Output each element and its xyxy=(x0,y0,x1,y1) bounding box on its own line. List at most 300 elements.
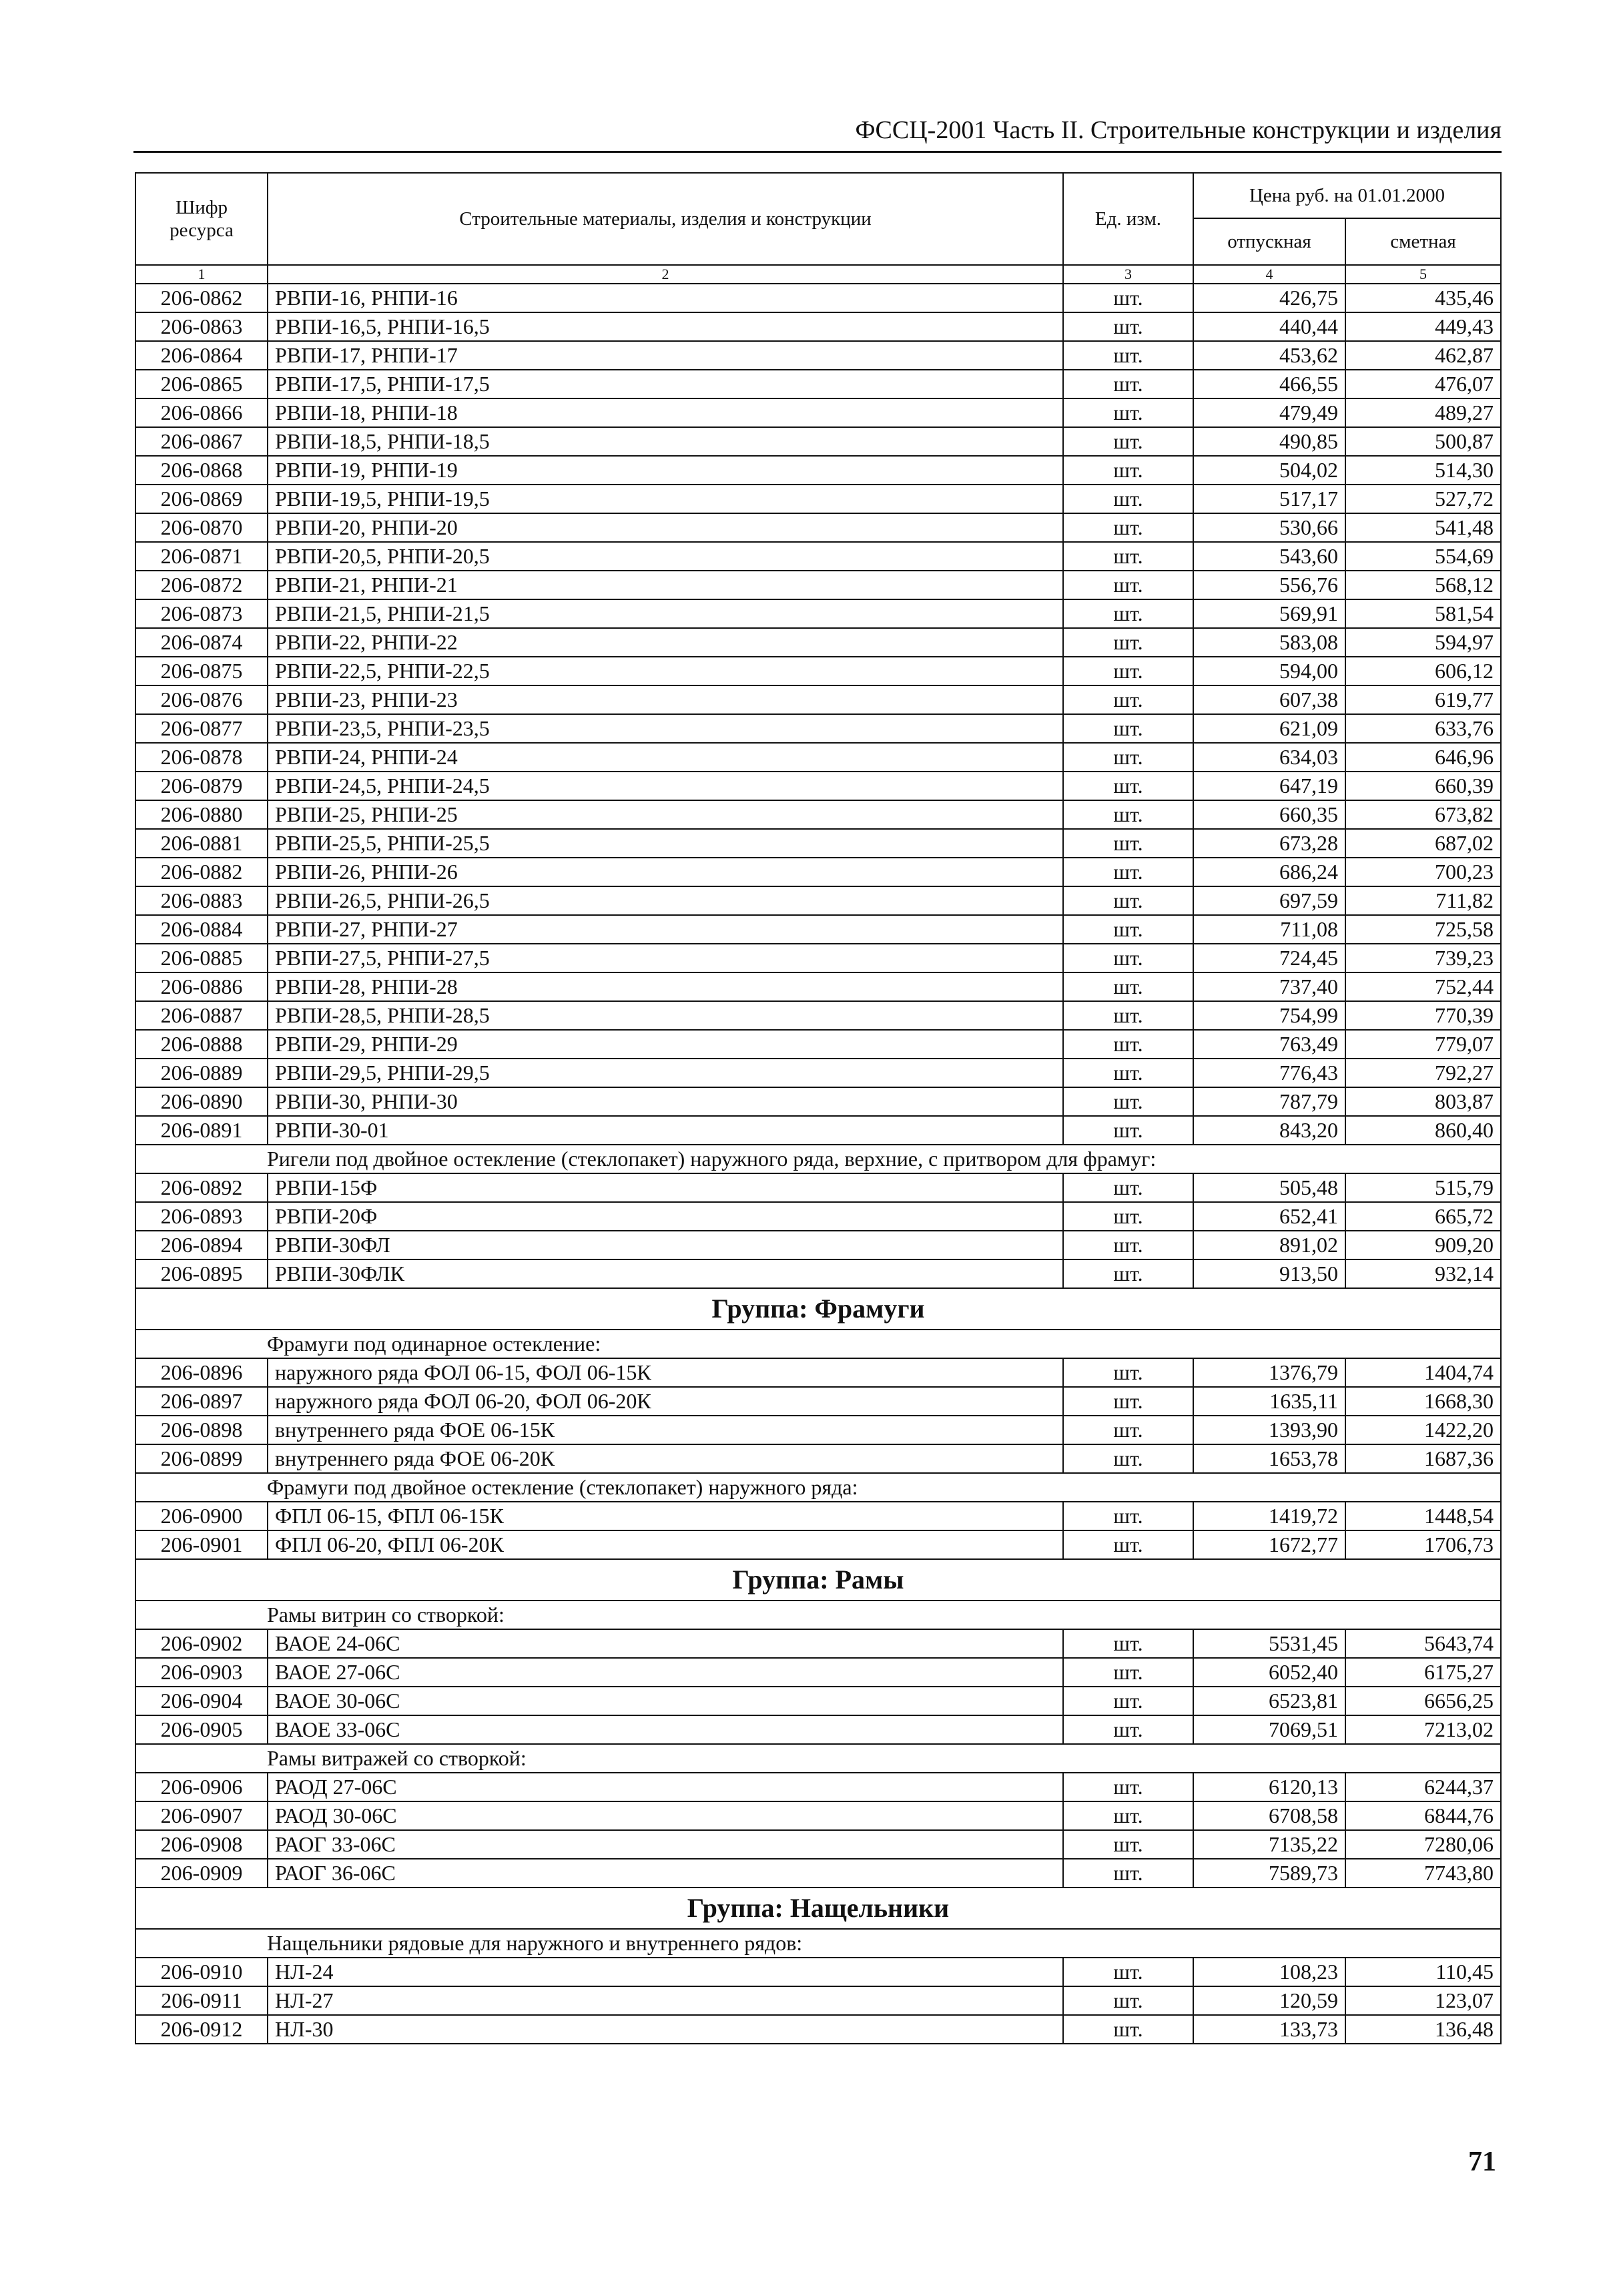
row-name: РВПИ-26, РНПИ-26 xyxy=(268,858,1063,886)
table-row xyxy=(135,2015,1501,2044)
row-price-release: 594,00 xyxy=(1193,657,1345,685)
row-name: РВПИ-29, РНПИ-29 xyxy=(268,1030,1063,1059)
page-number: 71 xyxy=(1468,2146,1496,2177)
table-row xyxy=(135,685,1501,714)
row-name: РВПИ-28,5, РНПИ-28,5 xyxy=(268,1001,1063,1030)
row-unit: шт. xyxy=(1063,1687,1193,1715)
row-unit: шт. xyxy=(1063,542,1193,571)
row-price-estimate: 660,39 xyxy=(1345,772,1501,800)
row-price-estimate: 1422,20 xyxy=(1345,1416,1501,1444)
row-code: 206-0897 xyxy=(135,1387,268,1416)
row-unit: шт. xyxy=(1063,1087,1193,1116)
row-price-release: 647,19 xyxy=(1193,772,1345,800)
row-price-estimate: 6844,76 xyxy=(1345,1801,1501,1830)
row-name: НЛ-27 xyxy=(268,1986,1063,2015)
row-name: РВПИ-15Ф xyxy=(268,1173,1063,1202)
row-price-estimate: 110,45 xyxy=(1345,1958,1501,1986)
table-row xyxy=(135,1416,1501,1444)
row-price-release: 754,99 xyxy=(1193,1001,1345,1030)
row-name: РВПИ-30-01 xyxy=(268,1116,1063,1145)
subsection-caption-row xyxy=(135,1744,1501,1773)
row-code: 206-0888 xyxy=(135,1030,268,1059)
row-name: РВПИ-20,5, РНПИ-20,5 xyxy=(268,542,1063,571)
row-price-release: 891,02 xyxy=(1193,1231,1345,1259)
subsection-caption-row xyxy=(135,1929,1501,1958)
row-name: РВПИ-19, РНПИ-19 xyxy=(268,456,1063,485)
table-row xyxy=(135,1830,1501,1859)
row-price-estimate: 6175,27 xyxy=(1345,1658,1501,1687)
table-row xyxy=(135,1358,1501,1387)
row-code: 206-0891 xyxy=(135,1116,268,1145)
row-code: 206-0869 xyxy=(135,485,268,513)
row-code: 206-0889 xyxy=(135,1059,268,1087)
row-price-estimate: 752,44 xyxy=(1345,972,1501,1001)
row-price-estimate: 6244,37 xyxy=(1345,1773,1501,1801)
table-row xyxy=(135,1958,1501,1986)
table-row xyxy=(135,599,1501,628)
row-unit: шт. xyxy=(1063,972,1193,1001)
row-unit: шт. xyxy=(1063,1801,1193,1830)
row-price-release: 843,20 xyxy=(1193,1116,1345,1145)
row-unit: шт. xyxy=(1063,944,1193,972)
row-price-release: 543,60 xyxy=(1193,542,1345,571)
row-price-estimate: 860,40 xyxy=(1345,1116,1501,1145)
row-unit: шт. xyxy=(1063,1202,1193,1231)
table-row xyxy=(135,1259,1501,1288)
row-code: 206-0864 xyxy=(135,341,268,370)
row-name: РАОД 30-06С xyxy=(268,1801,1063,1830)
row-unit: шт. xyxy=(1063,427,1193,456)
table-row xyxy=(135,858,1501,886)
row-code: 206-0894 xyxy=(135,1231,268,1259)
row-unit: шт. xyxy=(1063,714,1193,743)
row-price-release: 1419,72 xyxy=(1193,1502,1345,1530)
table-row xyxy=(135,944,1501,972)
subsection-caption: Нащельники рядовые для наружного и внутреннего рядов: xyxy=(135,1929,1501,1958)
row-unit: шт. xyxy=(1063,456,1193,485)
row-code: 206-0862 xyxy=(135,284,268,312)
row-price-release: 440,44 xyxy=(1193,312,1345,341)
row-name: РВПИ-29,5, РНПИ-29,5 xyxy=(268,1059,1063,1087)
row-price-release: 6523,81 xyxy=(1193,1687,1345,1715)
row-name: РВПИ-16,5, РНПИ-16,5 xyxy=(268,312,1063,341)
row-unit: шт. xyxy=(1063,685,1193,714)
table-row xyxy=(135,1231,1501,1259)
subsection-caption-row xyxy=(135,1473,1501,1502)
row-price-release: 737,40 xyxy=(1193,972,1345,1001)
row-name: РВПИ-23, РНПИ-23 xyxy=(268,685,1063,714)
row-code: 206-0863 xyxy=(135,312,268,341)
row-name: РВПИ-19,5, РНПИ-19,5 xyxy=(268,485,1063,513)
row-unit: шт. xyxy=(1063,1030,1193,1059)
row-code: 206-0881 xyxy=(135,829,268,858)
row-name: РВПИ-30, РНПИ-30 xyxy=(268,1087,1063,1116)
row-price-release: 1672,77 xyxy=(1193,1530,1345,1559)
row-price-estimate: 515,79 xyxy=(1345,1173,1501,1202)
row-price-release: 466,55 xyxy=(1193,370,1345,398)
row-name: РВПИ-21,5, РНПИ-21,5 xyxy=(268,599,1063,628)
row-code: 206-0874 xyxy=(135,628,268,657)
row-price-release: 490,85 xyxy=(1193,427,1345,456)
table-row xyxy=(135,542,1501,571)
row-price-estimate: 909,20 xyxy=(1345,1231,1501,1259)
row-price-release: 530,66 xyxy=(1193,513,1345,542)
header-price-group: Цена руб. на 01.01.2000 xyxy=(1193,173,1501,218)
row-price-estimate: 435,46 xyxy=(1345,284,1501,312)
header-price-release: отпускная xyxy=(1193,218,1345,265)
row-unit: шт. xyxy=(1063,1416,1193,1444)
table-row xyxy=(135,513,1501,542)
row-price-release: 120,59 xyxy=(1193,1986,1345,2015)
row-name: ФПЛ 06-20, ФПЛ 06-20К xyxy=(268,1530,1063,1559)
row-price-estimate: 7280,06 xyxy=(1345,1830,1501,1859)
row-unit: шт. xyxy=(1063,1715,1193,1744)
row-name: РВПИ-25,5, РНПИ-25,5 xyxy=(268,829,1063,858)
row-price-estimate: 1687,36 xyxy=(1345,1444,1501,1473)
row-code: 206-0892 xyxy=(135,1173,268,1202)
row-price-estimate: 770,39 xyxy=(1345,1001,1501,1030)
subsection-caption: Рамы витрин со створкой: xyxy=(135,1601,1501,1629)
row-price-estimate: 792,27 xyxy=(1345,1059,1501,1087)
row-unit: шт. xyxy=(1063,1502,1193,1530)
row-name: ВАОЕ 33-06С xyxy=(268,1715,1063,1744)
table-row xyxy=(135,772,1501,800)
row-code: 206-0866 xyxy=(135,398,268,427)
row-price-release: 556,76 xyxy=(1193,571,1345,599)
row-name: ВАОЕ 30-06С xyxy=(268,1687,1063,1715)
column-number: 4 xyxy=(1193,265,1345,284)
row-name: РВПИ-26,5, РНПИ-26,5 xyxy=(268,886,1063,915)
row-price-release: 634,03 xyxy=(1193,743,1345,772)
row-price-estimate: 673,82 xyxy=(1345,800,1501,829)
row-price-release: 479,49 xyxy=(1193,398,1345,427)
row-unit: шт. xyxy=(1063,1001,1193,1030)
row-unit: шт. xyxy=(1063,1530,1193,1559)
row-name: РВПИ-23,5, РНПИ-23,5 xyxy=(268,714,1063,743)
row-price-estimate: 476,07 xyxy=(1345,370,1501,398)
row-name: внутреннего ряда ФОЕ 06-20К xyxy=(268,1444,1063,1473)
row-price-release: 787,79 xyxy=(1193,1087,1345,1116)
table-row xyxy=(135,1502,1501,1530)
row-unit: шт. xyxy=(1063,571,1193,599)
row-name: НЛ-24 xyxy=(268,1958,1063,1986)
row-name: РВПИ-20, РНПИ-20 xyxy=(268,513,1063,542)
table-row xyxy=(135,1986,1501,2015)
subsection-caption: Фрамуги под двойное остекление (стеклопакет) наружного ряда: xyxy=(135,1473,1501,1502)
row-price-estimate: 619,77 xyxy=(1345,685,1501,714)
table-row xyxy=(135,1773,1501,1801)
table-row xyxy=(135,1030,1501,1059)
table-row xyxy=(135,1859,1501,1888)
row-price-release: 621,09 xyxy=(1193,714,1345,743)
table-row xyxy=(135,743,1501,772)
row-price-release: 660,35 xyxy=(1193,800,1345,829)
row-code: 206-0883 xyxy=(135,886,268,915)
row-unit: шт. xyxy=(1063,743,1193,772)
row-unit: шт. xyxy=(1063,1259,1193,1288)
row-price-estimate: 7213,02 xyxy=(1345,1715,1501,1744)
row-price-release: 453,62 xyxy=(1193,341,1345,370)
row-price-estimate: 633,76 xyxy=(1345,714,1501,743)
group-heading-row xyxy=(135,1288,1501,1330)
row-code: 206-0867 xyxy=(135,427,268,456)
row-code: 206-0885 xyxy=(135,944,268,972)
row-price-estimate: 136,48 xyxy=(1345,2015,1501,2044)
row-price-release: 6120,13 xyxy=(1193,1773,1345,1801)
table-row xyxy=(135,1687,1501,1715)
table-row xyxy=(135,1444,1501,1473)
row-price-release: 1653,78 xyxy=(1193,1444,1345,1473)
row-price-release: 1376,79 xyxy=(1193,1358,1345,1387)
row-price-release: 7135,22 xyxy=(1193,1830,1345,1859)
row-price-estimate: 1706,73 xyxy=(1345,1530,1501,1559)
row-price-estimate: 514,30 xyxy=(1345,456,1501,485)
row-name: РВПИ-24, РНПИ-24 xyxy=(268,743,1063,772)
row-unit: шт. xyxy=(1063,829,1193,858)
row-unit: шт. xyxy=(1063,1358,1193,1387)
row-name: РВПИ-16, РНПИ-16 xyxy=(268,284,1063,312)
row-price-estimate: 6656,25 xyxy=(1345,1687,1501,1715)
row-unit: шт. xyxy=(1063,800,1193,829)
table-row xyxy=(135,571,1501,599)
row-code: 206-0884 xyxy=(135,915,268,944)
row-unit: шт. xyxy=(1063,628,1193,657)
row-code: 206-0904 xyxy=(135,1687,268,1715)
row-price-estimate: 803,87 xyxy=(1345,1087,1501,1116)
row-unit: шт. xyxy=(1063,1116,1193,1145)
row-name: ВАОЕ 27-06С xyxy=(268,1658,1063,1687)
group-heading-row xyxy=(135,1888,1501,1929)
row-price-release: 7069,51 xyxy=(1193,1715,1345,1744)
row-unit: шт. xyxy=(1063,485,1193,513)
column-number: 1 xyxy=(135,265,268,284)
row-unit: шт. xyxy=(1063,886,1193,915)
row-name: ВАОЕ 24-06С xyxy=(268,1629,1063,1658)
group-heading: Группа: Рамы xyxy=(135,1559,1501,1601)
row-price-estimate: 568,12 xyxy=(1345,571,1501,599)
table-row xyxy=(135,284,1501,312)
row-price-estimate: 123,07 xyxy=(1345,1986,1501,2015)
row-code: 206-0905 xyxy=(135,1715,268,1744)
row-unit: шт. xyxy=(1063,2015,1193,2044)
row-price-release: 426,75 xyxy=(1193,284,1345,312)
row-code: 206-0911 xyxy=(135,1986,268,2015)
table-row xyxy=(135,1059,1501,1087)
table-row xyxy=(135,1715,1501,1744)
row-price-release: 6052,40 xyxy=(1193,1658,1345,1687)
row-price-estimate: 725,58 xyxy=(1345,915,1501,944)
table-row xyxy=(135,628,1501,657)
table-row xyxy=(135,1001,1501,1030)
row-price-release: 913,50 xyxy=(1193,1259,1345,1288)
row-name: РВПИ-27,5, РНПИ-27,5 xyxy=(268,944,1063,972)
row-code: 206-0910 xyxy=(135,1958,268,1986)
table-row xyxy=(135,456,1501,485)
table-row xyxy=(135,1629,1501,1658)
row-code: 206-0907 xyxy=(135,1801,268,1830)
row-unit: шт. xyxy=(1063,1658,1193,1687)
row-price-release: 133,73 xyxy=(1193,2015,1345,2044)
row-code: 206-0900 xyxy=(135,1502,268,1530)
row-unit: шт. xyxy=(1063,1059,1193,1087)
row-price-release: 711,08 xyxy=(1193,915,1345,944)
table-row xyxy=(135,1801,1501,1830)
row-price-estimate: 554,69 xyxy=(1345,542,1501,571)
row-price-release: 517,17 xyxy=(1193,485,1345,513)
group-heading: Группа: Нащельники xyxy=(135,1888,1501,1929)
row-code: 206-0890 xyxy=(135,1087,268,1116)
row-name: РВПИ-30ФЛК xyxy=(268,1259,1063,1288)
row-price-estimate: 606,12 xyxy=(1345,657,1501,685)
row-code: 206-0877 xyxy=(135,714,268,743)
table-row xyxy=(135,800,1501,829)
row-name: РВПИ-21, РНПИ-21 xyxy=(268,571,1063,599)
subsection-caption-row xyxy=(135,1601,1501,1629)
row-name: РВПИ-22,5, РНПИ-22,5 xyxy=(268,657,1063,685)
table-row xyxy=(135,312,1501,341)
row-unit: шт. xyxy=(1063,657,1193,685)
row-price-release: 652,41 xyxy=(1193,1202,1345,1231)
row-price-estimate: 711,82 xyxy=(1345,886,1501,915)
row-price-release: 763,49 xyxy=(1193,1030,1345,1059)
row-price-estimate: 779,07 xyxy=(1345,1030,1501,1059)
row-code: 206-0865 xyxy=(135,370,268,398)
row-name: ФПЛ 06-15, ФПЛ 06-15К xyxy=(268,1502,1063,1530)
table-header xyxy=(135,173,1501,284)
table-row xyxy=(135,1658,1501,1687)
row-unit: шт. xyxy=(1063,513,1193,542)
row-code: 206-0880 xyxy=(135,800,268,829)
row-price-estimate: 739,23 xyxy=(1345,944,1501,972)
table-row xyxy=(135,370,1501,398)
row-price-estimate: 1448,54 xyxy=(1345,1502,1501,1530)
row-unit: шт. xyxy=(1063,599,1193,628)
row-code: 206-0903 xyxy=(135,1658,268,1687)
row-price-estimate: 581,54 xyxy=(1345,599,1501,628)
row-price-estimate: 1404,74 xyxy=(1345,1358,1501,1387)
row-unit: шт. xyxy=(1063,1773,1193,1801)
row-code: 206-0870 xyxy=(135,513,268,542)
table-row xyxy=(135,972,1501,1001)
row-unit: шт. xyxy=(1063,284,1193,312)
row-price-release: 697,59 xyxy=(1193,886,1345,915)
row-name: НЛ-30 xyxy=(268,2015,1063,2044)
row-price-release: 7589,73 xyxy=(1193,1859,1345,1888)
row-code: 206-0886 xyxy=(135,972,268,1001)
row-code: 206-0875 xyxy=(135,657,268,685)
row-code: 206-0871 xyxy=(135,542,268,571)
row-name: внутреннего ряда ФОЕ 06-15К xyxy=(268,1416,1063,1444)
row-code: 206-0878 xyxy=(135,743,268,772)
row-unit: шт. xyxy=(1063,1986,1193,2015)
table-row xyxy=(135,485,1501,513)
table-row xyxy=(135,829,1501,858)
row-price-estimate: 449,43 xyxy=(1345,312,1501,341)
row-code: 206-0912 xyxy=(135,2015,268,2044)
subsection-caption: Рамы витражей со створкой: xyxy=(135,1744,1501,1773)
table-body xyxy=(135,284,1501,2044)
row-code: 206-0876 xyxy=(135,685,268,714)
row-name: РВПИ-18, РНПИ-18 xyxy=(268,398,1063,427)
header-unit: Ед. изм. xyxy=(1063,173,1193,265)
row-price-release: 1635,11 xyxy=(1193,1387,1345,1416)
row-code: 206-0899 xyxy=(135,1444,268,1473)
row-unit: шт. xyxy=(1063,398,1193,427)
row-name: РВПИ-25, РНПИ-25 xyxy=(268,800,1063,829)
row-name: РВПИ-17, РНПИ-17 xyxy=(268,341,1063,370)
table-row xyxy=(135,398,1501,427)
row-unit: шт. xyxy=(1063,312,1193,341)
row-name: РВПИ-17,5, РНПИ-17,5 xyxy=(268,370,1063,398)
row-price-estimate: 687,02 xyxy=(1345,829,1501,858)
table-row xyxy=(135,657,1501,685)
row-code: 206-0887 xyxy=(135,1001,268,1030)
row-name: РВПИ-30ФЛ xyxy=(268,1231,1063,1259)
table-row xyxy=(135,886,1501,915)
row-price-release: 607,38 xyxy=(1193,685,1345,714)
row-unit: шт. xyxy=(1063,341,1193,370)
row-unit: шт. xyxy=(1063,915,1193,944)
row-price-release: 6708,58 xyxy=(1193,1801,1345,1830)
row-name: наружного ряда ФОЛ 06-15, ФОЛ 06-15К xyxy=(268,1358,1063,1387)
row-code: 206-0896 xyxy=(135,1358,268,1387)
row-code: 206-0901 xyxy=(135,1530,268,1559)
row-price-release: 673,28 xyxy=(1193,829,1345,858)
row-name: РВПИ-18,5, РНПИ-18,5 xyxy=(268,427,1063,456)
row-price-release: 776,43 xyxy=(1193,1059,1345,1087)
table-row xyxy=(135,1530,1501,1559)
row-unit: шт. xyxy=(1063,1173,1193,1202)
price-table xyxy=(135,172,1502,2044)
row-unit: шт. xyxy=(1063,772,1193,800)
row-name: РВПИ-24,5, РНПИ-24,5 xyxy=(268,772,1063,800)
subsection-caption-row xyxy=(135,1330,1501,1358)
row-price-release: 686,24 xyxy=(1193,858,1345,886)
row-name: РВПИ-27, РНПИ-27 xyxy=(268,915,1063,944)
row-unit: шт. xyxy=(1063,1830,1193,1859)
subsection-caption-row xyxy=(135,1145,1501,1173)
row-unit: шт. xyxy=(1063,1958,1193,1986)
row-price-estimate: 541,48 xyxy=(1345,513,1501,542)
row-price-release: 505,48 xyxy=(1193,1173,1345,1202)
row-price-release: 108,23 xyxy=(1193,1958,1345,1986)
table-row xyxy=(135,1116,1501,1145)
row-code: 206-0906 xyxy=(135,1773,268,1801)
row-code: 206-0873 xyxy=(135,599,268,628)
row-price-estimate: 700,23 xyxy=(1345,858,1501,886)
row-name: РВПИ-22, РНПИ-22 xyxy=(268,628,1063,657)
group-heading-row xyxy=(135,1559,1501,1601)
row-price-estimate: 489,27 xyxy=(1345,398,1501,427)
column-number: 3 xyxy=(1063,265,1193,284)
row-price-estimate: 1668,30 xyxy=(1345,1387,1501,1416)
row-price-estimate: 665,72 xyxy=(1345,1202,1501,1231)
row-price-estimate: 932,14 xyxy=(1345,1259,1501,1288)
row-price-estimate: 5643,74 xyxy=(1345,1629,1501,1658)
column-number: 5 xyxy=(1345,265,1501,284)
row-unit: шт. xyxy=(1063,1629,1193,1658)
table-row xyxy=(135,1387,1501,1416)
row-price-release: 724,45 xyxy=(1193,944,1345,972)
row-name: РВПИ-28, РНПИ-28 xyxy=(268,972,1063,1001)
table-row xyxy=(135,341,1501,370)
row-name: РВПИ-20Ф xyxy=(268,1202,1063,1231)
row-code: 206-0902 xyxy=(135,1629,268,1658)
row-code: 206-0908 xyxy=(135,1830,268,1859)
row-price-release: 504,02 xyxy=(1193,456,1345,485)
table-row xyxy=(135,427,1501,456)
row-unit: шт. xyxy=(1063,370,1193,398)
